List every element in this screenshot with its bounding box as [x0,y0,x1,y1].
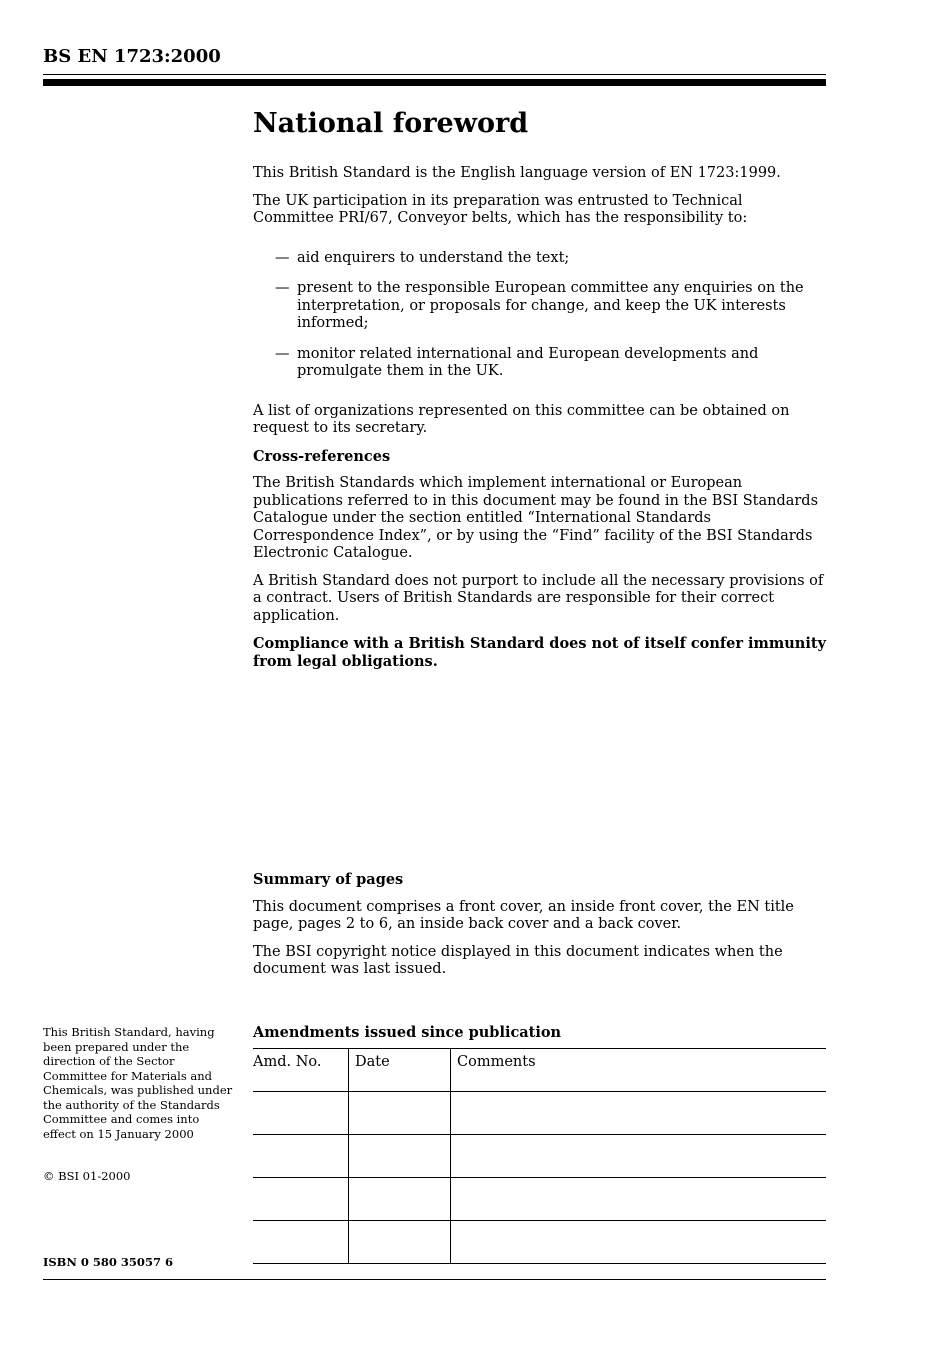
document-code: BS EN 1723:2000 [43,46,221,67]
list-item-text: present to the responsible European committee any enquiries on the interpretation, or proposals for change, and keep the UK interests informed; [297,280,804,331]
publication-note: This British Standard, having been prepared under the direction of the Sector Committee for Materials and Chemicals, was published under the authority of the Standards Committee and comes into effect on 15 January 2000 [43,1025,233,1141]
footer-rule [43,1279,826,1280]
table-cell [451,1092,827,1135]
cross-references-paragraph: The British Standards which implement international or European publications referred to in this document may be found in the BSI Standards Catalogue under the section entitled “International Standards Correspondence Index”, or by using the “Find” facility of the BSI Standards Electronic Catalogue. [253,475,819,561]
column-header-comments: Comments [451,1049,827,1092]
intro-paragraph: This British Standard is the English language version of EN 1723:1999. [253,165,781,181]
column-header-date: Date [349,1049,451,1092]
table-row [253,1092,826,1135]
page-title: National foreword [253,108,529,139]
list-item-text: aid enquirers to understand the text; [297,249,570,266]
isbn: ISBN 0 580 35057 6 [43,1255,173,1269]
foreword-section [253,107,826,680]
summary-paragraph: This document comprises a front cover, an inside front cover, the EN title page, pages 2 to 6, an inside back cover and a back cover. [253,898,794,932]
copyright-notice-paragraph: The BSI copyright notice displayed in this document indicates when the document was last issued. [253,943,783,977]
list-item-text: monitor related international and European developments and promulgate them in the UK. [297,345,759,379]
table-cell [451,1221,827,1264]
table-cell [349,1135,451,1178]
participation-paragraph: The UK participation in its preparation was entrusted to Technical Committee PRI/67, Conveyor belts, which has the responsibility to: [253,192,748,226]
table-cell [349,1178,451,1221]
table-header-row [253,1049,826,1092]
cross-references-heading: Cross-references [253,447,391,465]
amendments-table [253,1048,826,1264]
summary-section [253,871,826,989]
table-cell [349,1221,451,1264]
table-row [253,1135,826,1178]
table-cell [451,1178,827,1221]
table-cell [253,1092,349,1135]
disclaimer-paragraph: A British Standard does not purport to include all the necessary provisions of a contract. Users of British Standards are responsible for their correct application. [253,572,824,624]
list-item [253,250,826,268]
dash-marker: — [275,345,290,362]
organizations-paragraph: A list of organizations represented on this committee can be obtained on request to its secretary. [253,402,790,436]
summary-heading: Summary of pages [253,871,404,888]
table-row [253,1178,826,1221]
dash-marker: — [275,249,290,266]
list-item [253,280,826,333]
table-cell [349,1092,451,1135]
header-rule-thin [43,74,826,75]
copyright-line: © BSI 01-2000 [43,1169,131,1183]
table-row [253,1221,826,1264]
column-header-amd-no: Amd. No. [253,1049,349,1092]
table-cell [253,1221,349,1264]
dash-marker: — [275,280,290,296]
table-cell [451,1135,827,1178]
amendments-title: Amendments issued since publication [253,1024,562,1041]
list-item [253,346,826,381]
responsibility-list [253,250,826,381]
table-cell [253,1135,349,1178]
table-cell [253,1178,349,1221]
compliance-statement: Compliance with a British Standard does not of itself confer immunity from legal obligations. [253,635,826,670]
header-rule-thick [43,79,826,86]
